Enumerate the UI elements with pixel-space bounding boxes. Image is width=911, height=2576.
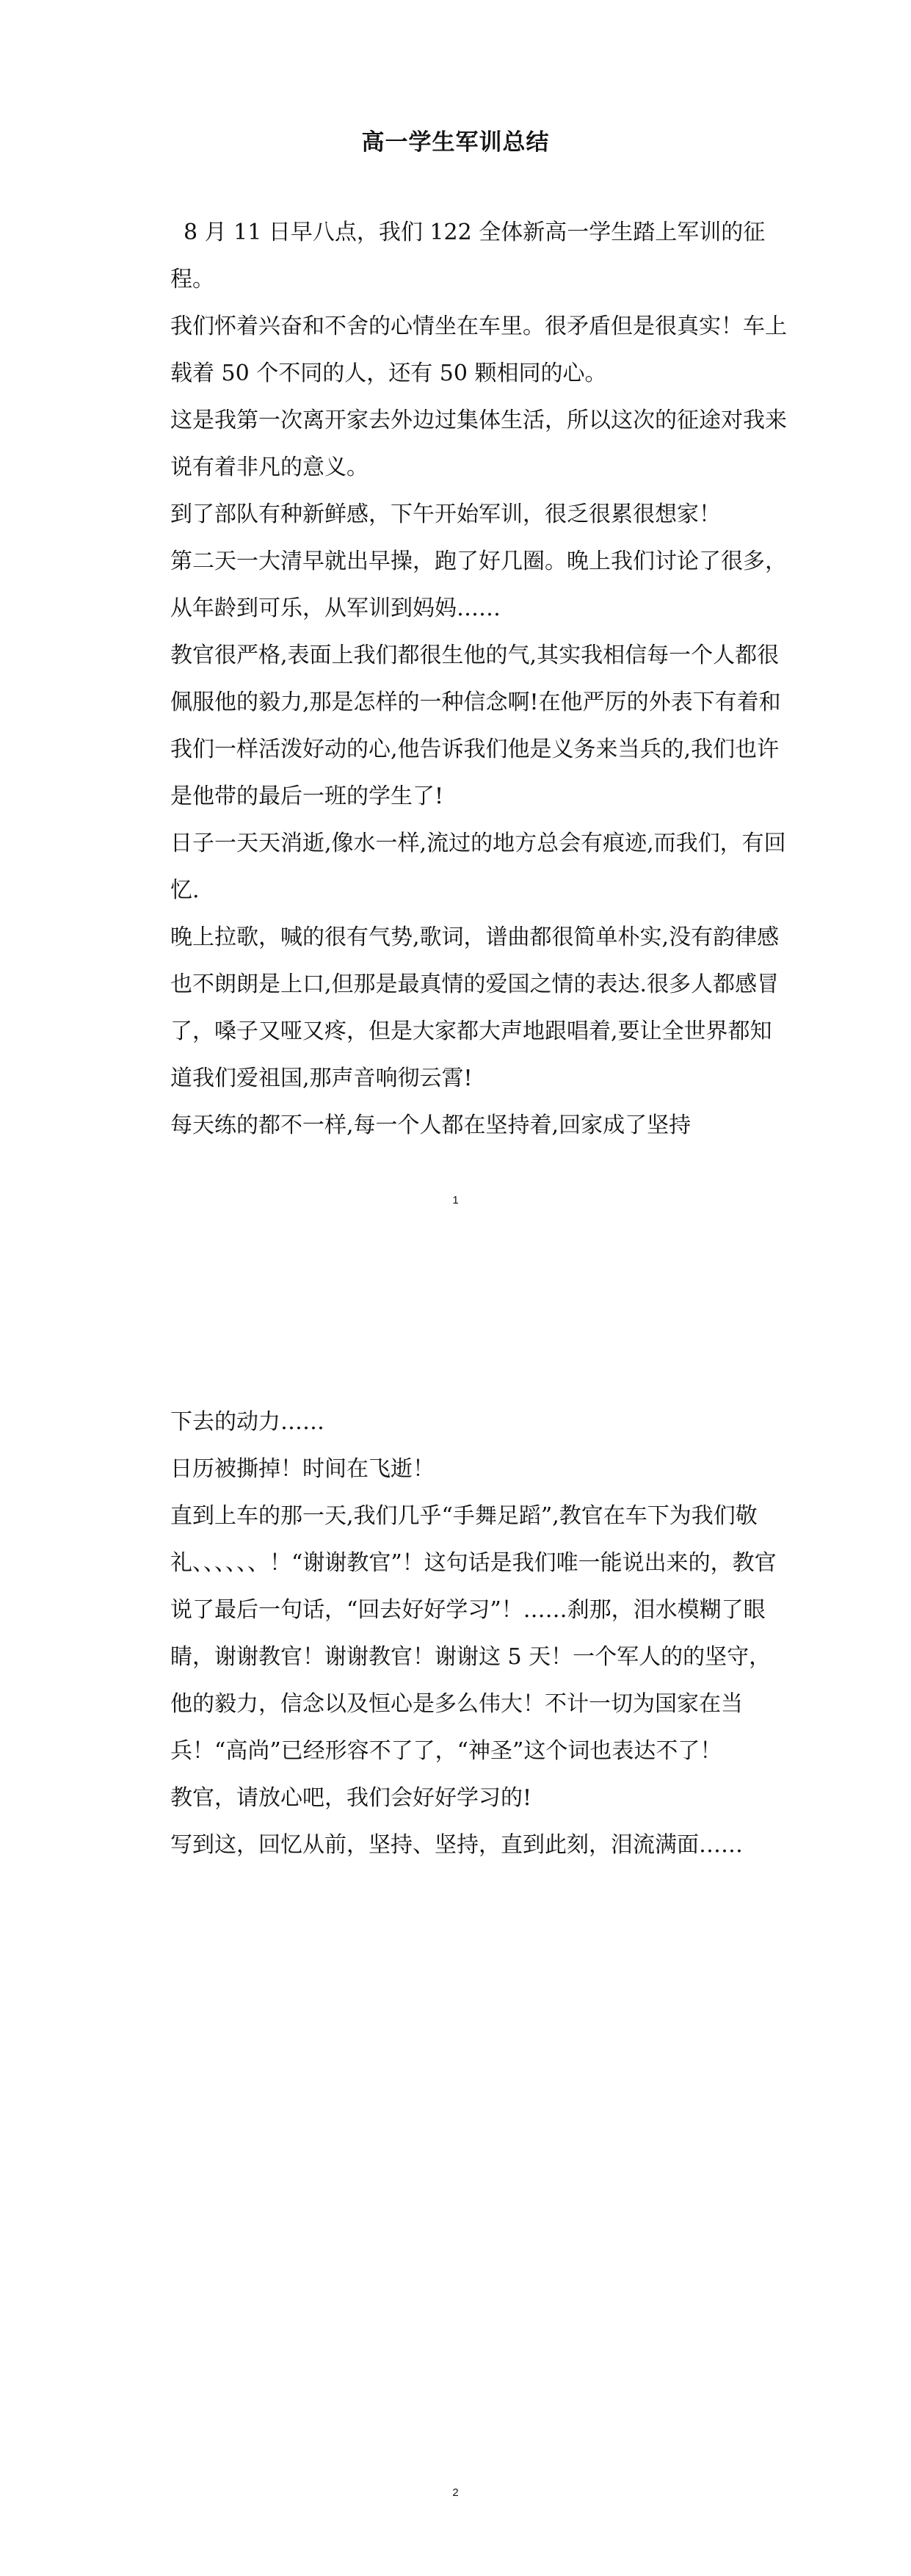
paragraph: 直到上车的那一天,我们几乎“手舞足蹈”,教官在车下为我们敬礼、、、、、、！“谢谢教官”！这句话是我们唯一能说出来的，教官说了最后一句话，“回去好好学习”！……刹那，泪水模糊了眼睛，谢谢教官！谢谢教官！谢谢这 5 天！一个军人的的坚守，他的毅力，信念以及恒心是多么伟大！不计一切为国家在当兵！“高尚”已经形容不了了，“神圣”这个词也表达不了！ [170,1503,777,1764]
paragraph: 日历被撕掉！时间在飞逝！ [170,1456,435,1482]
page-1-body [170,209,787,1149]
page-number: 2 [452,2486,459,2499]
paragraph: 教官很严格,表面上我们都很生他的气,其实我相信每一个人都很佩服他的毅力,那是怎样的一种信念啊!在他严厉的外表下有着和我们一样活泼好动的心,他告诉我们他是义务来当兵的,我们也许是他带的最后一班的学生了! [170,643,781,809]
paragraph: 8 月 11 日早八点，我们 122 全体新高一学生踏上军训的征程。 [170,220,766,292]
paragraph: 日子一天天消逝,像水一样,流过的地方总会有痕迹,而我们，有回忆. [170,831,786,903]
paragraph: 第二天一大清早就出早操，跑了好几圈。晚上我们讨论了很多，从年龄到可乐，从军训到妈妈…… [170,549,787,621]
page-number: 1 [452,1194,459,1206]
paragraph: 我们怀着兴奋和不舍的心情坐在车里。很矛盾但是很真实！车上载着 50 个不同的人，还有 50 颗相同的心。 [170,314,787,386]
page-2-body [170,1399,787,1869]
paragraph: 教官，请放心吧，我们会好好学习的! [170,1785,532,1811]
paragraph: 每天练的都不一样,每一个人都在坚持着,回家成了坚持 [170,1112,692,1138]
document-title: 高一学生军训总结 [361,129,550,156]
paragraph: 到了部队有种新鲜感，下午开始军训，很乏很累很想家！ [170,502,721,527]
paragraph: 写到这，回忆从前，坚持、坚持，直到此刻，泪流满面…… [170,1832,743,1858]
paragraph: 晚上拉歌，喊的很有气势,歌词，谱曲都很简单朴实,没有韵律感也不朗朗是上口,但那是最真情的爱国之情的表达.很多人都感冒了，嗓子又哑又疼，但是大家都大声地跟唱着,要让全世界都知道我们爱祖国,那声音响彻云霄! [170,925,780,1091]
paragraph: 下去的动力…… [170,1409,324,1435]
document-page-2 [0,1288,911,2576]
paragraph: 这是我第一次离开家去外边过集体生活，所以这次的征途对我来说有着非凡的意义。 [170,408,787,480]
